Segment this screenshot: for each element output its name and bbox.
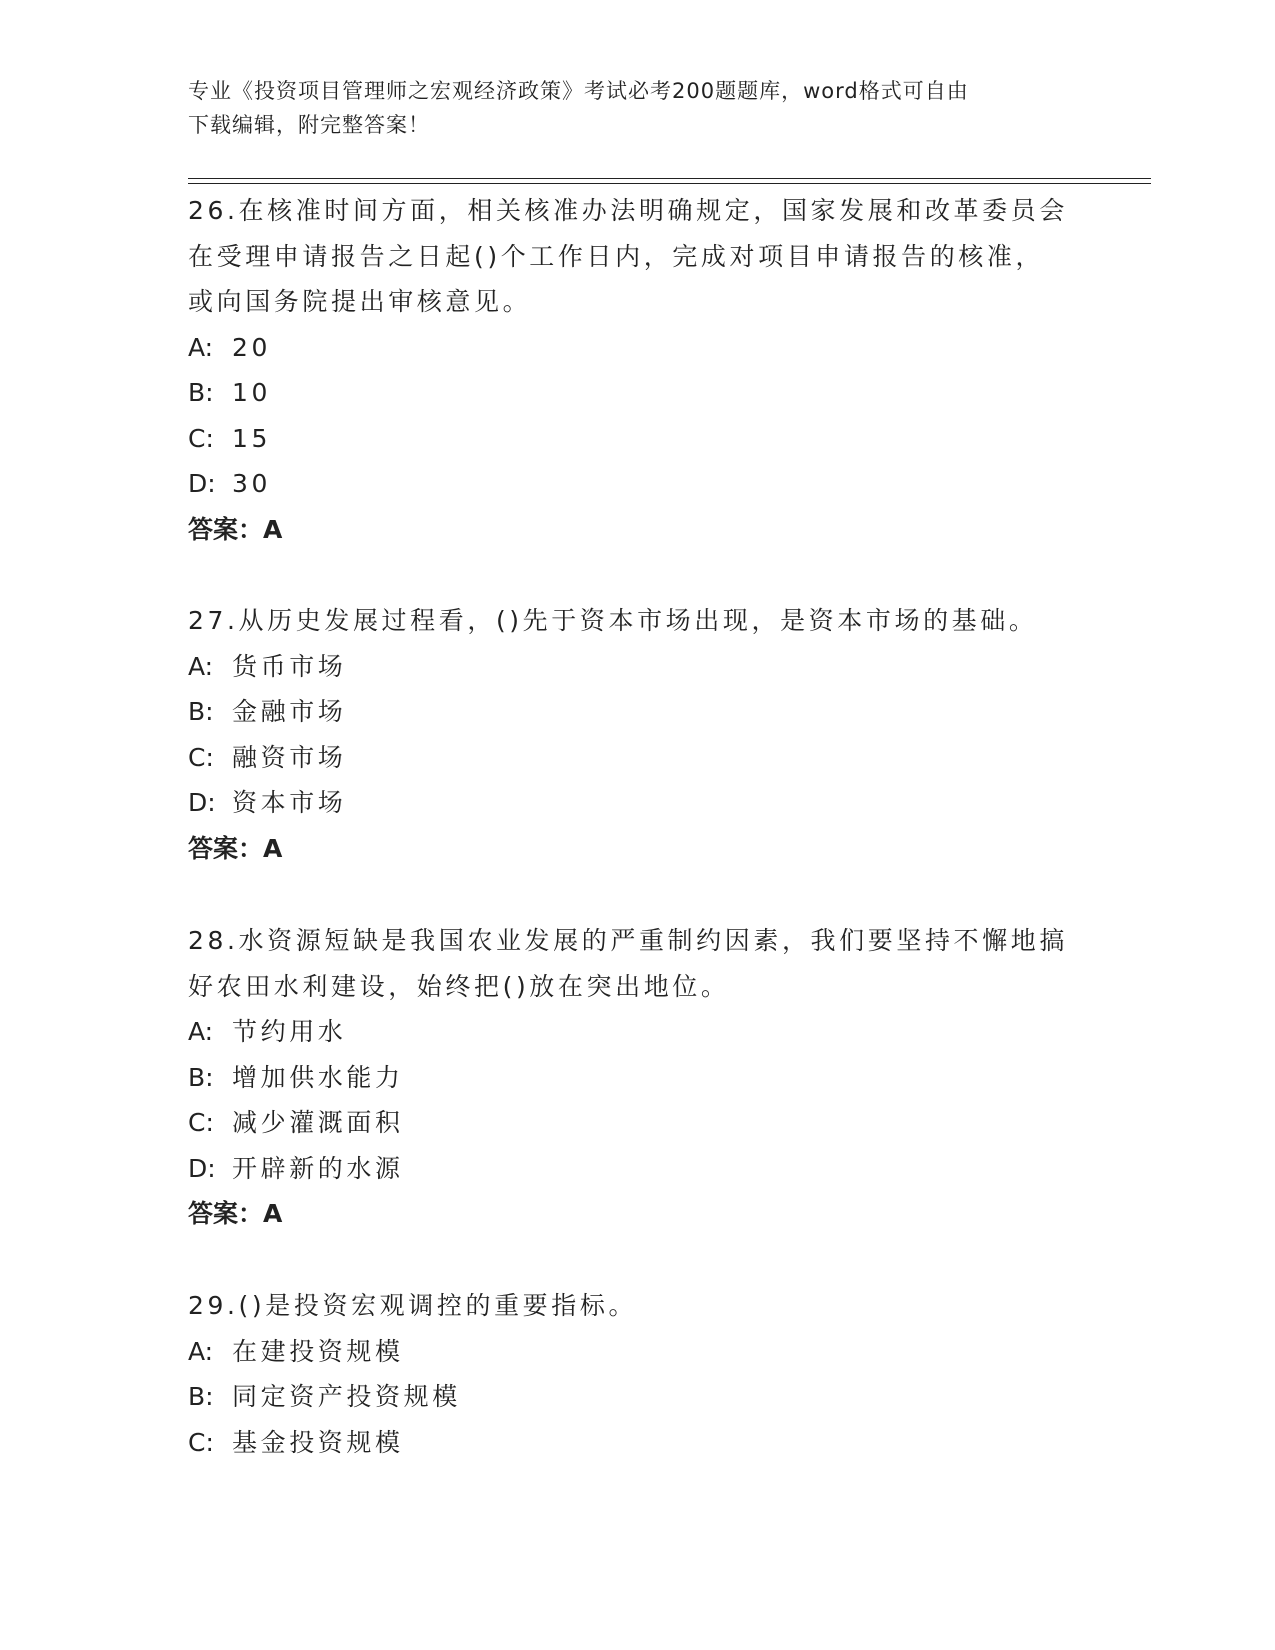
question-stem [188, 1283, 1088, 1329]
answer-line [188, 1191, 1088, 1237]
option-key: A: [188, 651, 214, 681]
option-d [188, 1146, 1088, 1192]
option-b [188, 1055, 1088, 1101]
option-text: 30 [232, 469, 272, 498]
header-divider-bottom [188, 183, 1151, 184]
option-key: A: [188, 1336, 214, 1366]
question-28 [188, 918, 1088, 1237]
stem-line: 28.水资源短缺是我国农业发展的严重制约因素，我们要坚持不懈地搞 [188, 926, 1068, 955]
stem-line: 27.从历史发展过程看，()先于资本市场出现，是资本市场的基础。 [188, 606, 1038, 635]
option-text: 基金投资规模 [232, 1427, 404, 1457]
option-a [188, 325, 1088, 371]
option-key: C: [188, 1108, 214, 1137]
answer-label: 答案： [188, 833, 264, 863]
answer-line [188, 507, 1088, 553]
option-key: D: [188, 1153, 216, 1183]
option-d [188, 461, 1088, 507]
option-key: B: [188, 1062, 214, 1092]
stem-line: 29.()是投资宏观调控的重要指标。 [188, 1291, 638, 1320]
option-a [188, 644, 1088, 690]
option-key: D: [188, 469, 216, 498]
option-text: 开辟新的水源 [232, 1153, 404, 1183]
option-b [188, 370, 1088, 416]
question-stem [188, 188, 1088, 325]
option-key: C: [188, 742, 214, 772]
option-key: B: [188, 1382, 214, 1411]
stem-line: 26.在核准时间方面，相关核准办法明确规定，国家发展和改革委员会 [188, 196, 1068, 225]
question-stem [188, 918, 1088, 1009]
stem-line: 在受理申请报告之日起()个工作日内，完成对项目申请报告的核准， [188, 241, 1045, 271]
option-text: 节约用水 [232, 1017, 347, 1046]
option-d [188, 780, 1088, 826]
option-text: 货币市场 [232, 651, 347, 681]
option-key: A: [188, 1017, 214, 1046]
question-26 [188, 188, 1088, 552]
option-key: A: [188, 332, 214, 362]
stem-line: 好农田水利建设，始终把()放在突出地位。 [188, 971, 730, 1001]
option-b [188, 1374, 1088, 1420]
question-29 [188, 1283, 1088, 1465]
option-a [188, 1329, 1088, 1375]
option-text: 金融市场 [232, 697, 347, 726]
option-text: 减少灌溉面积 [232, 1108, 404, 1137]
option-text: 增加供水能力 [232, 1062, 404, 1092]
option-c [188, 1420, 1088, 1466]
stem-line: 或向国务院提出审核意见。 [188, 287, 532, 316]
question-stem [188, 598, 1088, 644]
answer-value: A [263, 1199, 283, 1228]
option-text: 10 [232, 378, 272, 407]
option-text: 在建投资规模 [232, 1336, 404, 1366]
option-c [188, 735, 1088, 781]
option-key: B: [188, 378, 214, 407]
option-a [188, 1009, 1088, 1055]
document-header [188, 74, 1068, 142]
option-c [188, 416, 1088, 462]
question-27 [188, 598, 1088, 871]
answer-line [188, 826, 1088, 872]
header-divider-top [188, 178, 1151, 179]
option-text: 资本市场 [232, 788, 347, 817]
answer-label: 答案： [188, 1199, 264, 1228]
option-text: 融资市场 [232, 742, 347, 772]
option-c [188, 1100, 1088, 1146]
option-key: C: [188, 423, 214, 453]
option-key: B: [188, 697, 214, 726]
answer-label: 答案： [188, 514, 264, 544]
option-text: 20 [232, 332, 272, 362]
option-text: 15 [232, 423, 272, 453]
answer-value: A [263, 833, 283, 863]
option-b [188, 689, 1088, 735]
option-text: 同定资产投资规模 [232, 1382, 461, 1411]
option-key: D: [188, 788, 216, 817]
header-line-1: 专业《投资项目管理师之宏观经济政策》考试必考200题题库，word格式可自由 [188, 79, 969, 103]
option-key: C: [188, 1427, 214, 1457]
header-line-2: 下载编辑，附完整答案！ [188, 113, 430, 137]
answer-value: A [263, 514, 283, 544]
